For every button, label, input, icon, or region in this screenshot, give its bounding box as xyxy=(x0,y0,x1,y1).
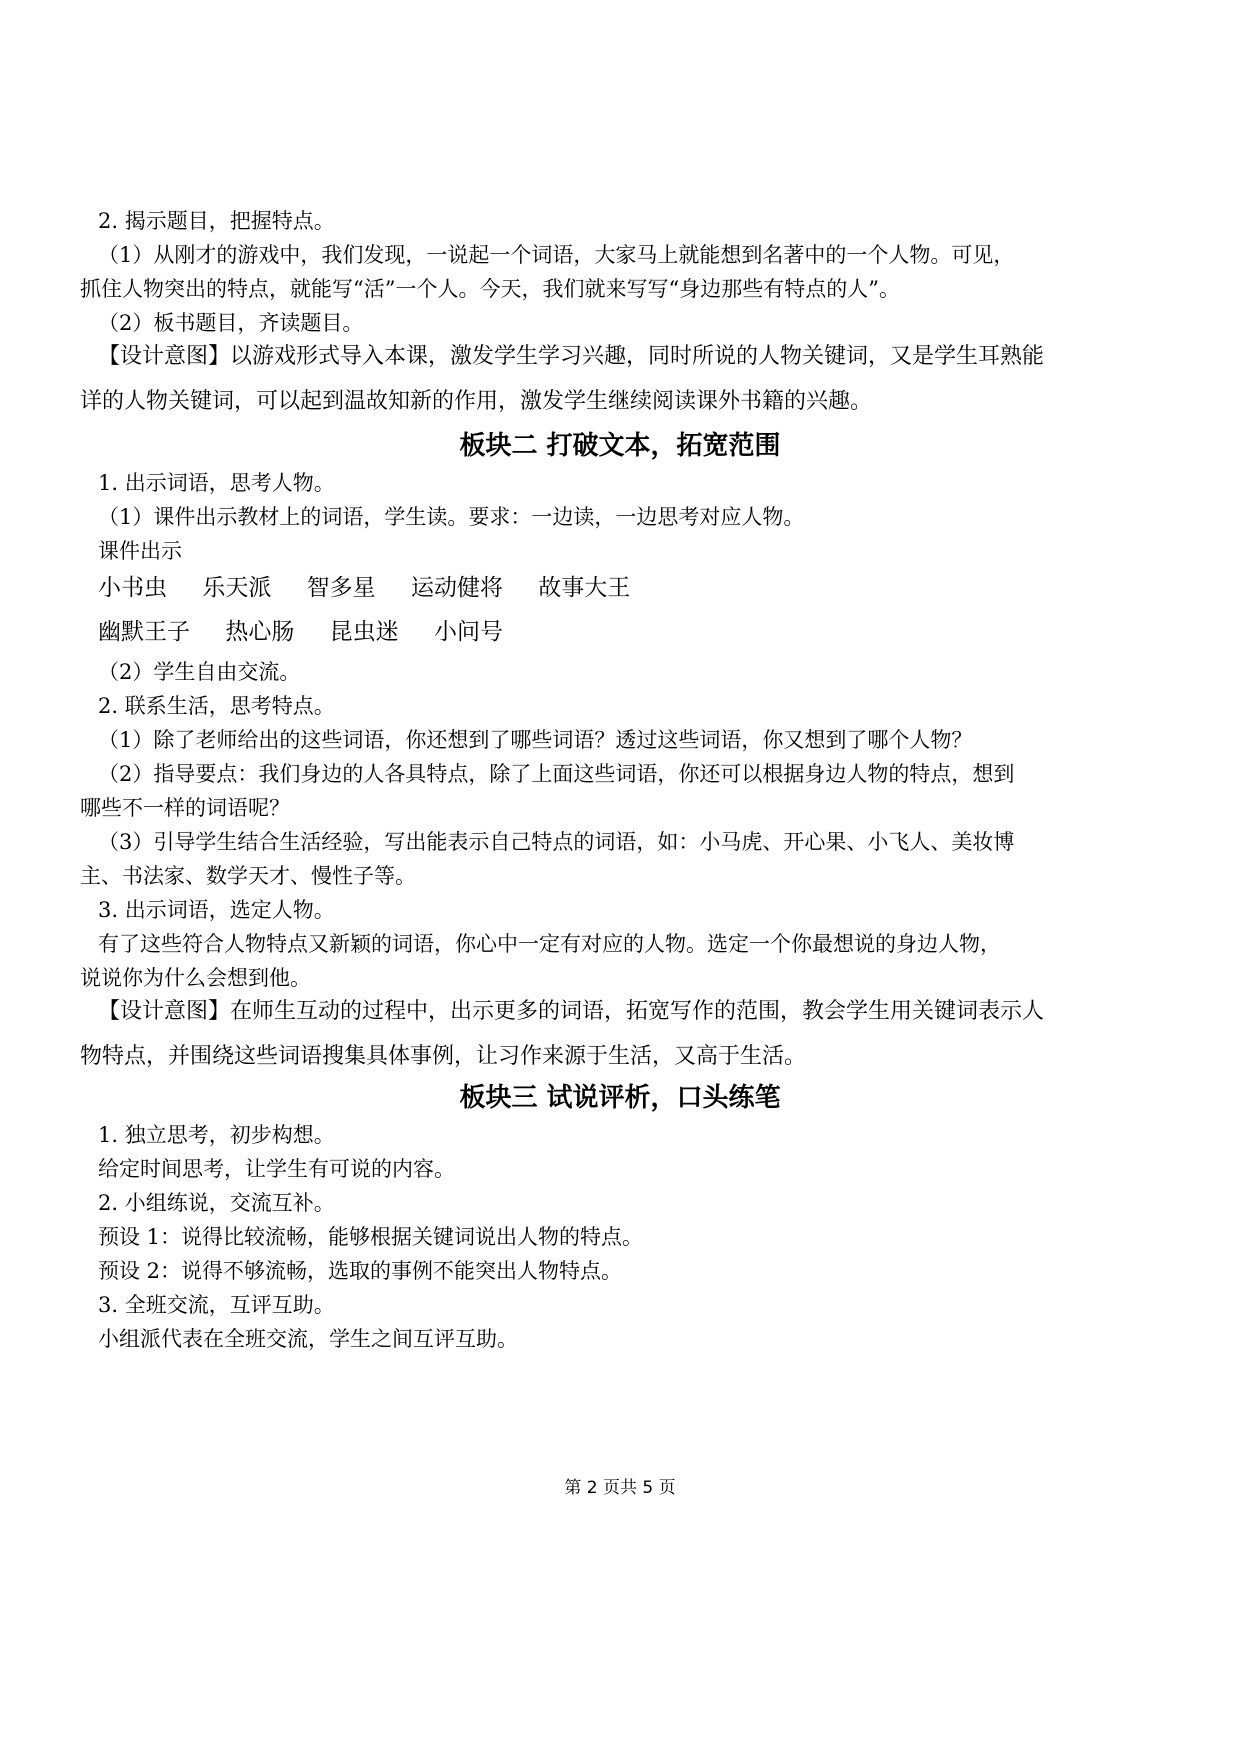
item2-paragraph1-line1: （1）从刚才的游戏中，我们发现，一说起一个词语，大家马上就能想到名著中的一个人物。可见， xyxy=(98,243,1015,267)
keyword: 小问号 xyxy=(433,619,503,645)
keyword: 热心肠 xyxy=(225,619,295,645)
s2-item1-title: 1. 出示词语，思考人物。 xyxy=(98,471,335,495)
design-intent-1-line2: 详的人物关键词，可以起到温故知新的作用，激发学生继续阅读课外书籍的兴趣。 xyxy=(80,389,873,414)
section2-heading: 板块二 打破文本，拓宽范围 xyxy=(459,431,781,461)
s2-item3-paragraph1-line2: 说说你为什么会想到他。 xyxy=(80,966,311,990)
s2-item2-paragraph3-line2: 主、书法家、数学天才、慢性子等。 xyxy=(80,864,416,888)
s2-item2-paragraph2-line2: 哪些不一样的词语呢？ xyxy=(80,796,290,820)
s3-item2-preset2: 预设 2：说得不够流畅，选取的事例不能突出人物特点。 xyxy=(98,1259,623,1283)
s3-item3-paragraph1: 小组派代表在全班交流，学生之间互评互助。 xyxy=(98,1327,518,1351)
keyword: 幽默王子 xyxy=(98,619,190,645)
s2-item3-title: 3. 出示词语，选定人物。 xyxy=(98,898,335,922)
s2-item2-paragraph3-line1: （3）引导学生结合生活经验，写出能表示自己特点的词语，如：小马虎、开心果、小飞人、美妆博 xyxy=(98,830,1015,854)
keyword-row-2 xyxy=(98,616,531,648)
item2-title: 2. 揭示题目，把握特点。 xyxy=(98,209,335,233)
item2-paragraph2: （2）板书题目，齐读题目。 xyxy=(98,311,364,335)
keyword: 小书虫 xyxy=(98,575,167,601)
design-intent-2-line2: 物特点，并围绕这些词语搜集具体事例，让习作来源于生活，又高于生活。 xyxy=(80,1044,807,1069)
design-intent-2-line1: 【设计意图】在师生互动的过程中，出示更多的词语，拓宽写作的范围，教会学生用关键词表示人 xyxy=(98,999,1045,1024)
page-footer: 第 2 页共 5 页 xyxy=(564,1478,676,1498)
keyword: 智多星 xyxy=(306,575,376,601)
s2-item1-paragraph1: （1）课件出示教材上的词语，学生读。要求：一边读，一边思考对应人物。 xyxy=(98,505,805,529)
keyword: 昆虫迷 xyxy=(329,619,399,645)
s3-item1-paragraph1: 给定时间思考，让学生有可说的内容。 xyxy=(98,1157,455,1181)
keyword: 故事大王 xyxy=(538,575,631,601)
keyword-row-1 xyxy=(98,572,658,604)
keyword: 运动健将 xyxy=(410,575,503,601)
s2-item2-title: 2. 联系生活，思考特点。 xyxy=(98,694,335,718)
s2-item2-paragraph1: （1）除了老师给出的这些词语，你还想到了哪些词语？透过这些词语，你又想到了哪个人物？ xyxy=(98,728,973,752)
item2-paragraph1-line2: 抓住人物突出的特点，就能写“活”一个人。今天，我们就来写写“身边那些有特点的人”。 xyxy=(80,277,900,301)
s2-item2-paragraph2-line1: （2）指导要点：我们身边的人各具特点，除了上面这些词语，你还可以根据身边人物的特点，想到 xyxy=(98,762,1015,786)
s3-item3-title: 3. 全班交流，互评互助。 xyxy=(98,1293,335,1317)
s2-item1-paragraph2: （2）学生自由交流。 xyxy=(98,660,301,684)
courseware-label: 课件出示 xyxy=(98,539,182,563)
s3-item2-preset1: 预设 1：说得比较流畅，能够根据关键词说出人物的特点。 xyxy=(98,1225,644,1249)
keyword: 乐天派 xyxy=(202,575,272,601)
design-intent-1-line1: 【设计意图】以游戏形式导入本课，激发学生学习兴趣，同时所说的人物关键词，又是学生耳熟能 xyxy=(98,344,1045,369)
section3-heading: 板块三 试说评析，口头练笔 xyxy=(459,1083,781,1113)
s2-item3-paragraph1-line1: 有了这些符合人物特点又新颖的词语，你心中一定有对应的人物。选定一个你最想说的身边人物， xyxy=(98,932,1001,956)
s3-item1-title: 1. 独立思考，初步构想。 xyxy=(98,1123,335,1147)
s3-item2-title: 2. 小组练说，交流互补。 xyxy=(98,1191,335,1215)
